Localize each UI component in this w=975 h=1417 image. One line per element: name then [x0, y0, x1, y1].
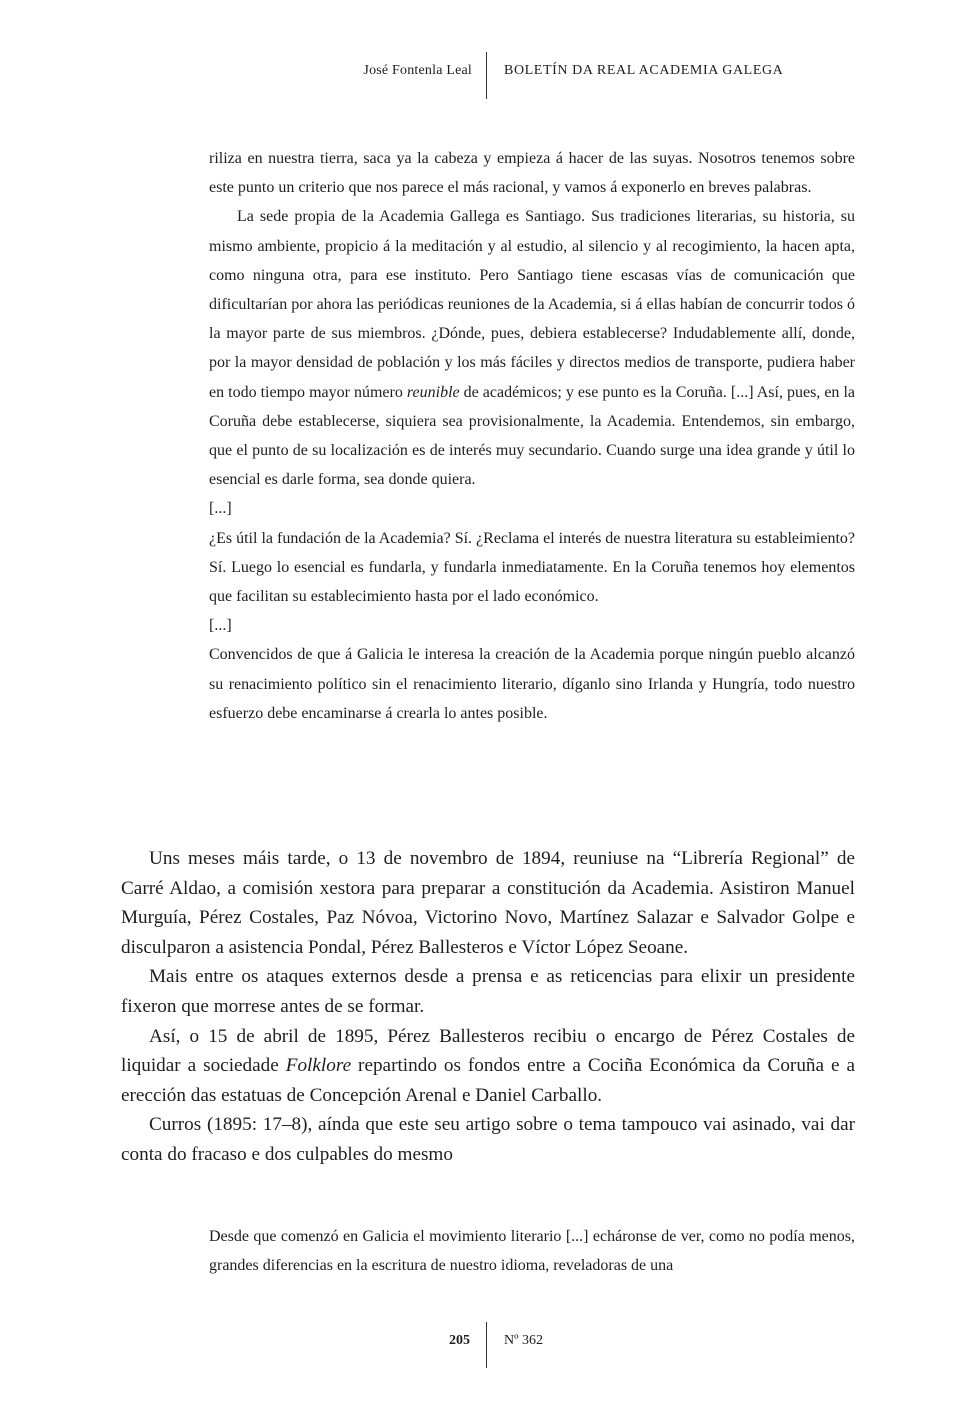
body-paragraph — [121, 1022, 855, 1111]
body-text-span: Así, o 15 de abril de 1895, Pérez Ballesteros recibiu o encargo de Pérez Costales de liquidar a sociedade — [121, 1025, 855, 1077]
footer-divider — [486, 1322, 487, 1368]
quote-ellipsis: [...] — [209, 500, 232, 518]
page-number: 205 — [449, 1333, 470, 1348]
running-header-journal: BOLETÍN DA REAL ACADEMIA GALEGA — [504, 63, 784, 78]
body-italic-term: Folklore — [285, 1055, 352, 1077]
running-header-author: José Fontenla Leal — [363, 63, 472, 78]
body-paragraph: Curros (1895: 17–8), aínda que este seu artigo sobre o tema tampouco vai asinado, vai dar conta do fracaso e dos culpables do mesmo — [121, 1114, 855, 1165]
header-divider — [486, 52, 487, 99]
quote-text: La sede propia de la Academia Gallega es Santiago. Sus tradiciones literarias, su historia, su mismo ambiente, propicio á la meditación y al estudio, al silencio y al recogimiento, la hacen apta, como ninguna otra, para ese instituto. Pero Santiago tiene escasas vías de comunicación que dificultarían por ahora las periódicas reuniones de la Academia, si á ellas habían de concurrir todos ó la mayor parte de sus miembros. ¿Dónde, pues, debiera establecerse? Indudablemente allí, donde, por la mayor densidad de población y los más fáciles y directos medios de transporte, pudiera haber en todo tiempo mayor número — [209, 208, 855, 401]
quote-italic-term: reunible — [406, 383, 460, 401]
quote-paragraph: riliza en nuestra tierra, saca ya la cabeza y empieza á hacer de las suyas. Nosotros tenemos sobre este punto un criterio que nos parece el más racional, y vamos á exponerlo en breves palabras. — [209, 150, 855, 197]
issue-number: Nº 362 — [504, 1333, 543, 1348]
running-header — [0, 52, 975, 100]
body-text — [121, 844, 855, 1170]
quote-text: de académicos; y ese punto es la Coruña. [...] Así, pues, en la Coruña debe establecerse, siquiera sea provisionalmente, la Academia. Entendemos, sin embargo, que el punto de su localización es de interés muy secundario. Cuando surge una idea grande y útil lo esencial es darle forma, sea donde quiera. — [209, 383, 856, 489]
block-quote-curros — [209, 1222, 855, 1280]
page-footer — [0, 1322, 975, 1370]
quote-paragraph: ¿Es útil la fundación de la Academia? Sí. ¿Reclama el interés de nuestra literatura su estableimiento? Sí. Luego lo esencial es fundarla, y fundarla inmediatamente. En la Coruña tenemos hoy elementos que facilitan su establecimiento hasta por el lado económico. — [209, 529, 855, 606]
quote-ellipsis: [...] — [209, 617, 232, 635]
body-paragraph: Mais entre os ataques externos desde a prensa e as reticencias para elixir un presidente fixeron que morrese antes de se formar. — [121, 966, 855, 1017]
body-text-span: repartindo os fondos entre a Cociña Económica da Coruña e a erección das estatuas de Concepción Arenal e Daniel Carballo. — [121, 1055, 855, 1106]
quote-paragraph — [209, 202, 855, 494]
quote-paragraph: Desde que comenzó en Galicia el movimiento literario [...] echáronse de ver, como no podía menos, grandes diferencias en la escritura de nuestro idioma, reveladoras de una — [209, 1228, 855, 1275]
quote-paragraph: Convencidos de que á Galicia le interesa la creación de la Academia porque ningún pueblo alcanzó su renacimiento político sin el renacimiento literario, díganlo sino Irlanda y Hungría, todo nuestro esfuerzo debe encaminarse á crearla lo antes posible. — [209, 646, 855, 722]
block-quote-academia — [209, 144, 855, 728]
body-paragraph: Uns meses máis tarde, o 13 de novembro de 1894, reuniuse na “Librería Regional” de Carré Aldao, a comisión xestora para preparar a constitución da Academia. Asistiron Manuel Murguía, Pérez Costales, Paz Nóvoa, Victorino Novo, Martínez Salazar e Salvador Golpe e disculparon a asistencia Pondal, Pérez Ballesteros e Víctor López Seoane. — [121, 848, 855, 958]
